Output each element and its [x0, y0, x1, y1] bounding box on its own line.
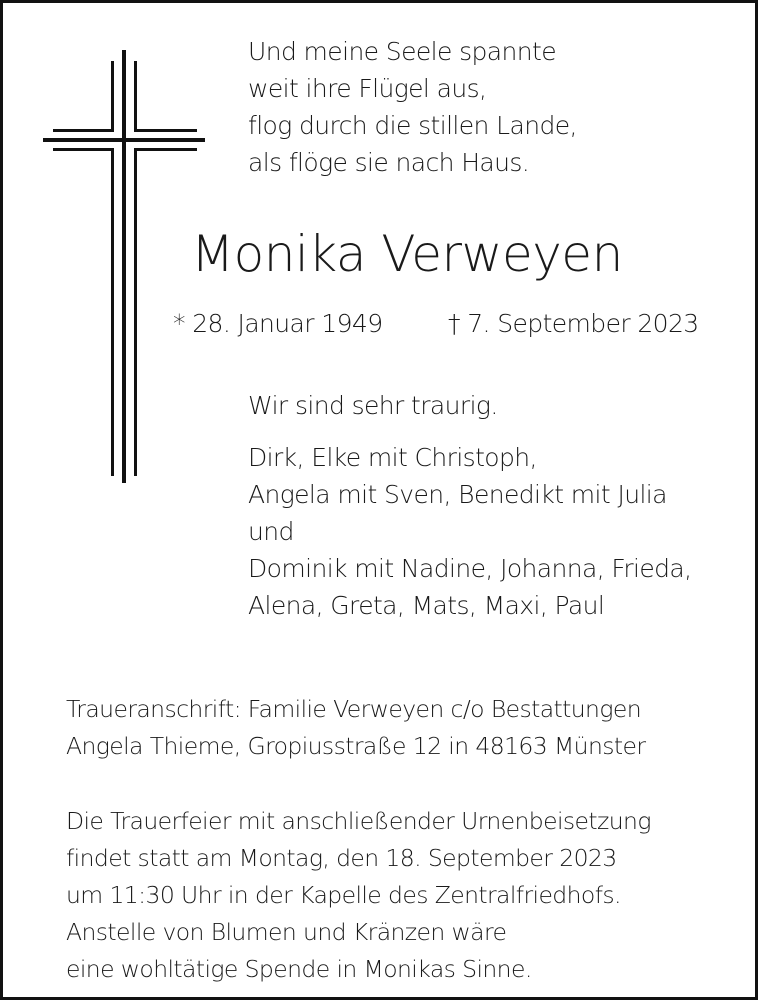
poem-verse: [248, 33, 577, 181]
birth-date: * 28. Januar 1949: [173, 309, 383, 338]
poem-line: weit ihre Flügel aus,: [248, 74, 487, 103]
deceased-name: Monika Verweyen: [191, 225, 623, 283]
ceremony-details: [66, 803, 651, 988]
mourners-line: Angela mit Sven, Benedikt mit Julia: [248, 480, 667, 509]
ceremony-line: eine wohltätige Spende in Monikas Sinne.: [66, 955, 532, 983]
mourners-line: Alena, Greta, Mats, Maxi, Paul: [248, 591, 605, 620]
mourners-line: und: [248, 517, 294, 546]
address-line: Angela Thieme, Gropiusstraße 12 in 48163 Münster: [66, 732, 646, 760]
poem-line: flog durch die stillen Lande,: [248, 111, 577, 140]
ceremony-line: Die Trauerfeier mit anschließender Urnenbeisetzung: [66, 807, 651, 835]
ceremony-line: findet statt am Montag, den 18. September 2023: [66, 844, 617, 872]
poem-line: Und meine Seele spannte: [248, 37, 557, 66]
mourning-statement: Wir sind sehr traurig.: [248, 391, 498, 420]
mourning-address: [66, 691, 645, 765]
mourners-list: [248, 439, 692, 624]
mourners-line: Dirk, Elke mit Christoph,: [248, 443, 537, 472]
death-date: † 7. September 2023: [448, 309, 699, 338]
poem-line: als flöge sie nach Haus.: [248, 148, 530, 177]
mourners-line: Dominik mit Nadine, Johanna, Frieda,: [248, 554, 692, 583]
ceremony-line: Anstelle von Blumen und Kränzen wäre: [66, 918, 507, 946]
address-line: Traueranschrift: Familie Verweyen c/o Bestattungen: [66, 695, 641, 723]
ceremony-line: um 11:30 Uhr in der Kapelle des Zentralfriedhofs.: [66, 881, 621, 909]
